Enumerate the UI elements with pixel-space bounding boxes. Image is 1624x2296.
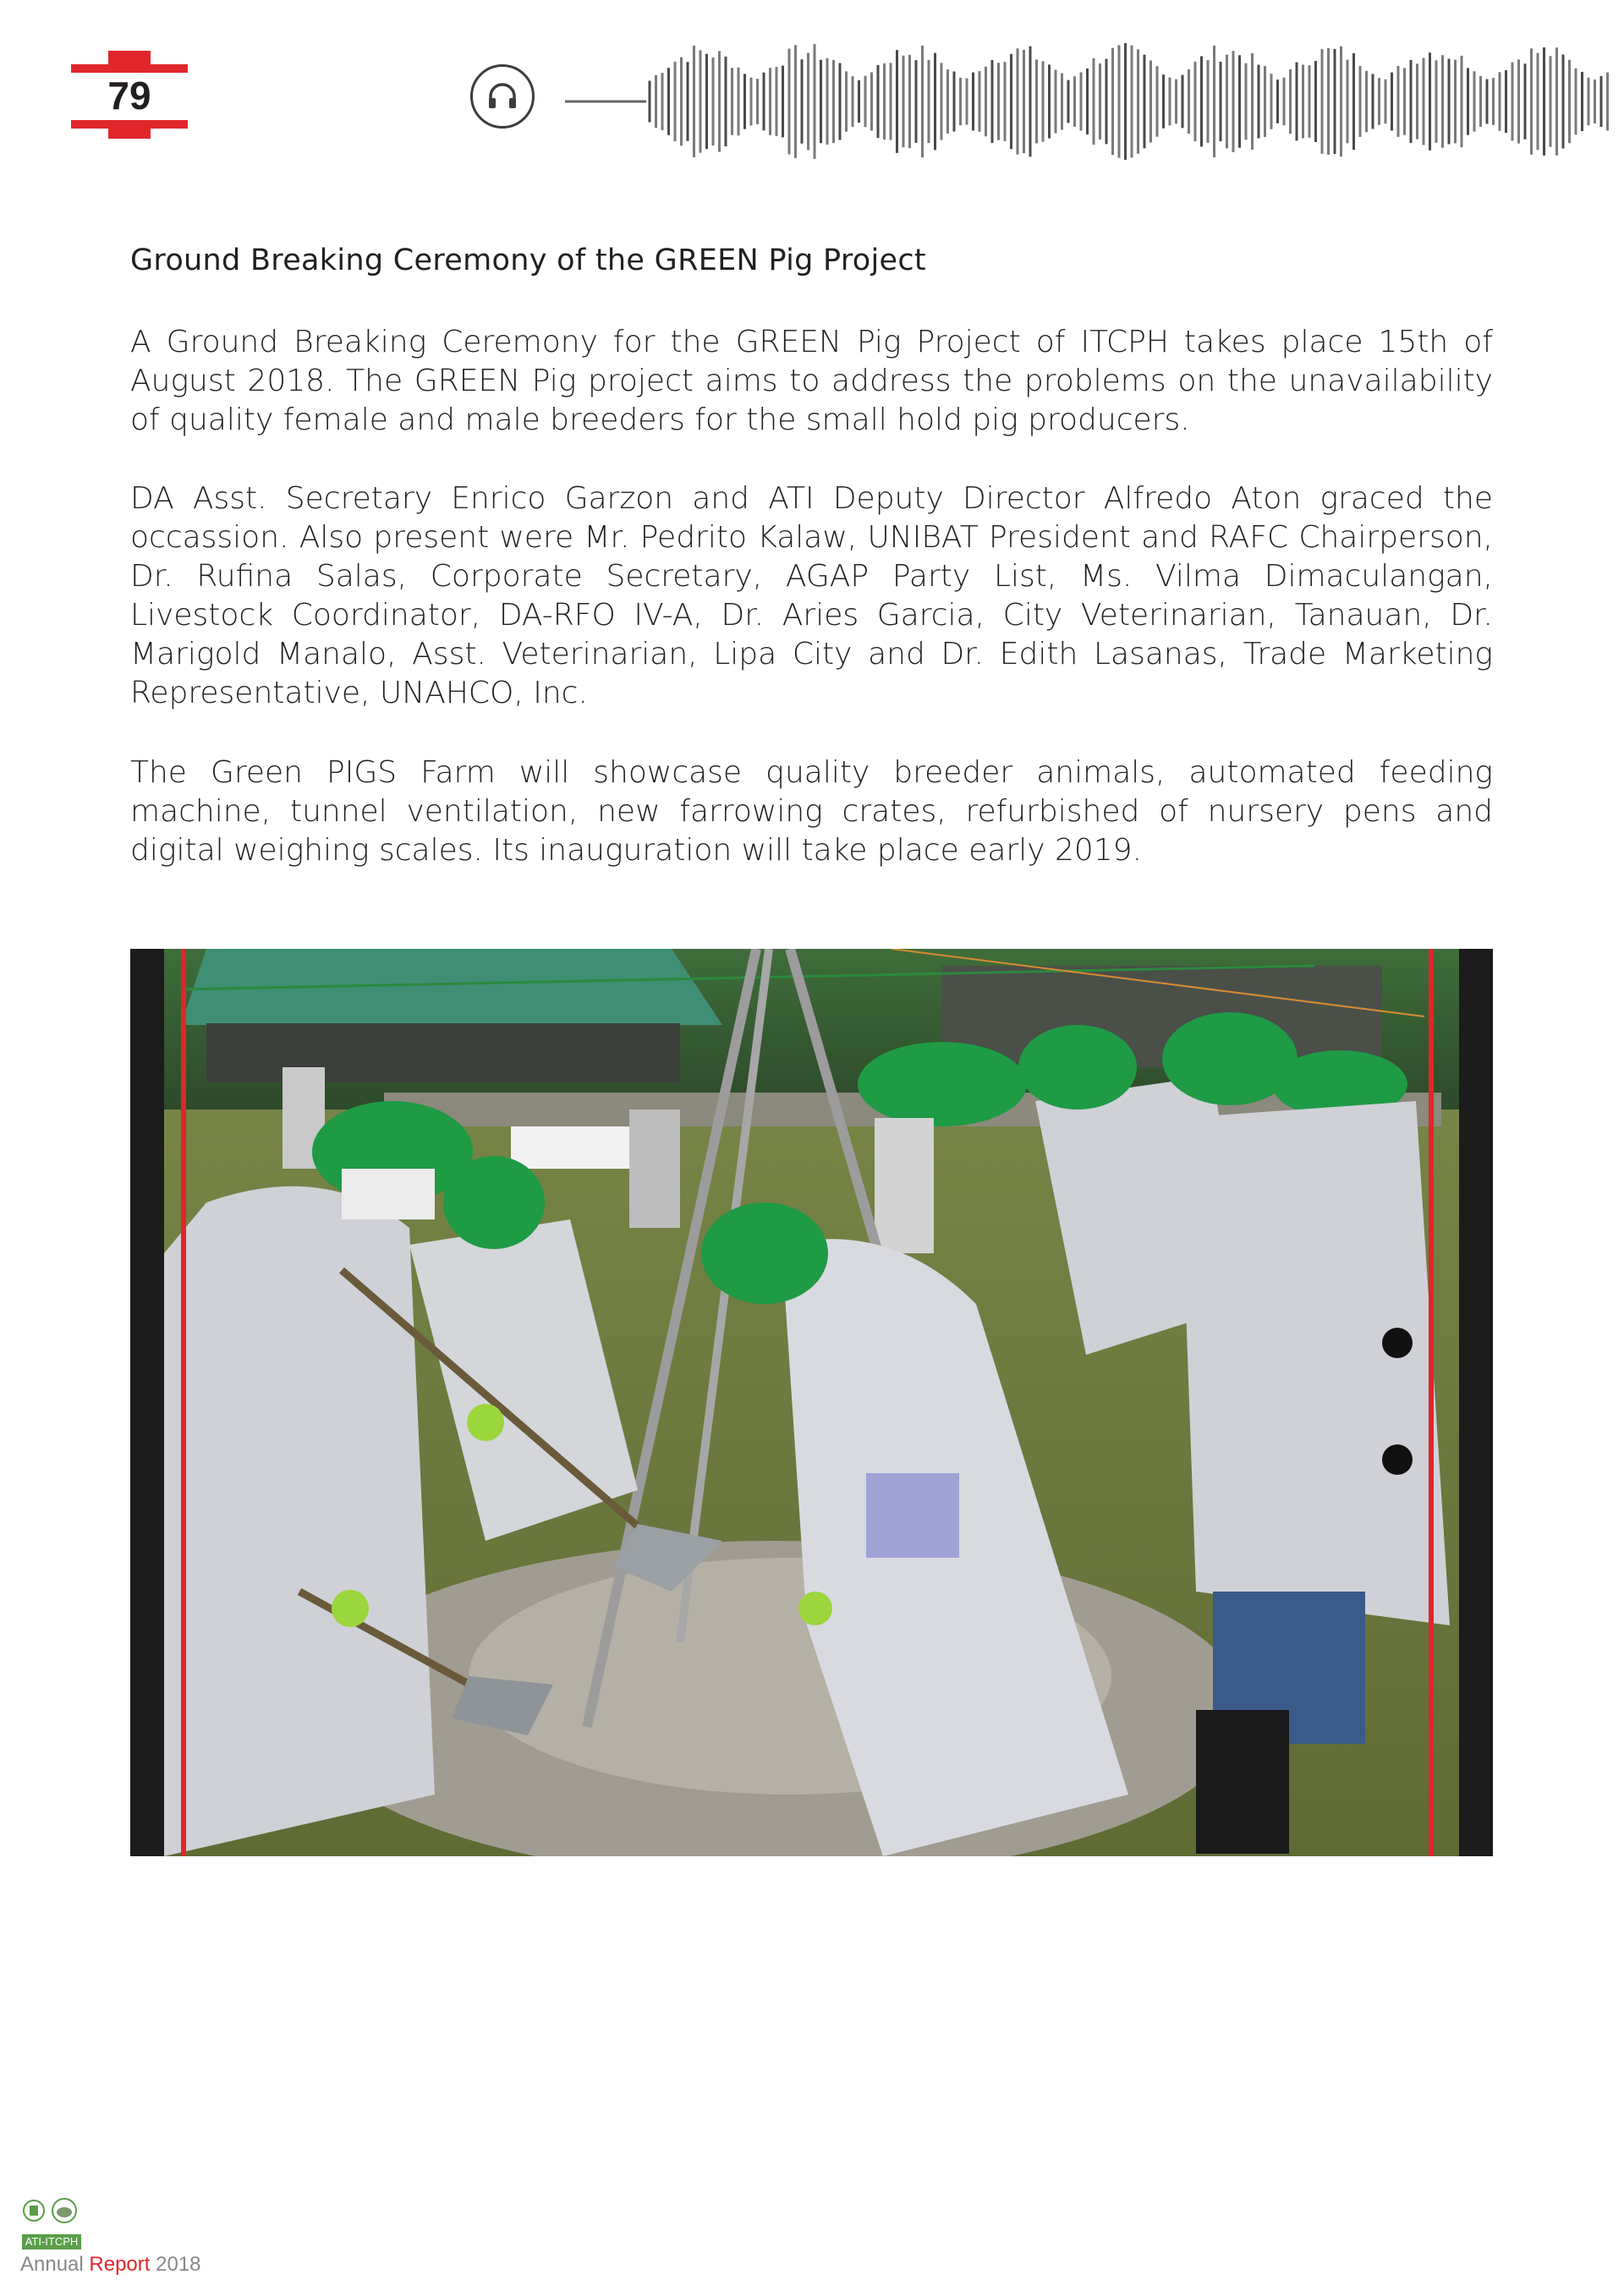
badge-top-bar: [71, 64, 188, 73]
photo-illustration: [130, 949, 1493, 1856]
groundbreaking-photo: [130, 949, 1493, 1856]
report-year: 2018: [150, 2253, 201, 2276]
article-title: Ground Breaking Ceremony of the GREEN Pig Project: [130, 244, 926, 277]
article-paragraph-1: A Ground Breaking Ceremony for the GREEN Pig Project of ITCPH takes place 15th of August 2018. The GREEN Pig project aims to address the problems on the unavailability of quality female and male breeders for the small hold pig producers.: [130, 325, 1493, 437]
audio-waveform[interactable]: [565, 34, 1624, 169]
page-number: 79: [107, 74, 151, 118]
photo-dot-bottom: [1382, 1444, 1413, 1475]
report-prefix: Annual: [20, 2253, 90, 2276]
headphones-icon: [486, 79, 519, 113]
photo-dot-top: [1382, 1328, 1413, 1358]
article-paragraph-3: The Green PIGS Farm will showcase quality breeder animals, automated feeding machine, tunnel ventilation, new farrowing crates, refurbished of nursery pens and digital weighing scales. Its inauguration will take place early 2019.: [130, 755, 1493, 868]
ati-logos: [22, 2197, 85, 2226]
article-paragraph-2: DA Asst. Secretary Enrico Garzon and ATI Deputy Director Alfredo Aton graced the occassion. Also present were Mr. Pedrito Kalaw, UNIBAT President and RAFC Chairperson, Dr. Rufina Salas, Corporate Secretary, AGAP Party List, Ms. Vilma Dimaculangan, Livestock Coordinator, DA-RFO IV-A, Dr. Aries Garcia, City Veterinarian, Tanauan, Dr. Marigold Manalo, Asst. Veterinarian, Lipa City and Dr. Edith Lasanas, Trade Marketing Representative, UNAHCO, Inc.: [130, 481, 1493, 710]
annual-report-label: [20, 2253, 201, 2277]
page-number-badge: [71, 47, 188, 130]
footer-tag: ATI-ITCPH: [22, 2234, 81, 2249]
audio-play-button[interactable]: [470, 64, 535, 129]
report-accent: Report: [89, 2253, 151, 2276]
badge-bottom-tab: [108, 127, 151, 139]
